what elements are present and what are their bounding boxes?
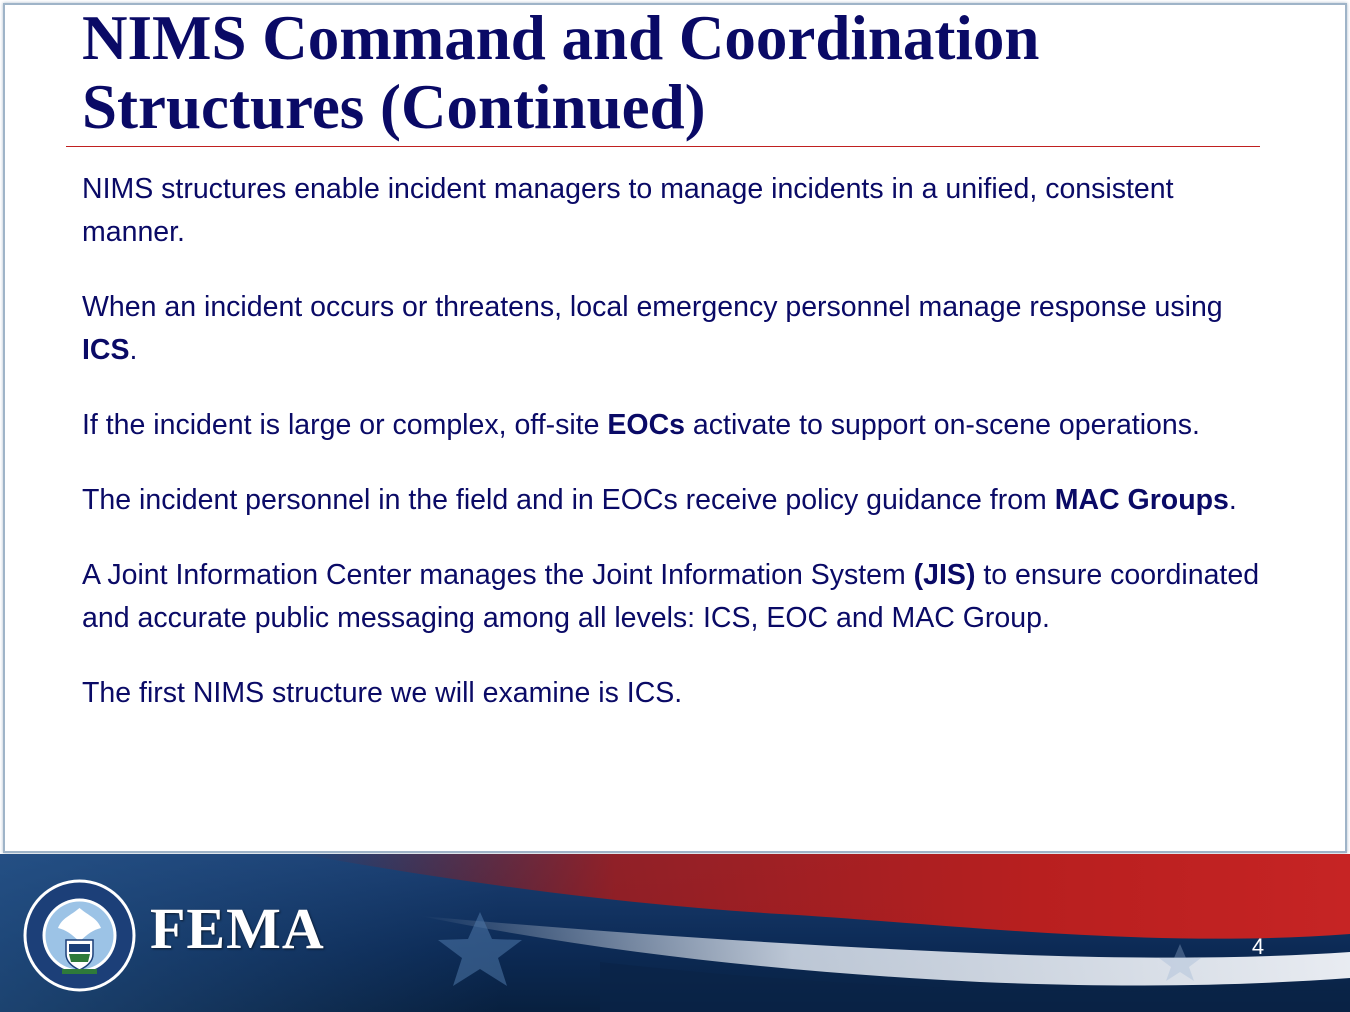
paragraph-3	[82, 404, 1272, 447]
paragraph-3-end: activate to support on-scene operations.	[685, 409, 1200, 441]
page-number: 4	[1251, 934, 1265, 959]
slide-title: NIMS Command and Coordination Structures (Continued)	[82, 3, 1040, 142]
term-jis: (JIS)	[913, 559, 976, 591]
paragraph-6	[82, 672, 1272, 715]
paragraph-1	[82, 168, 1272, 254]
paragraph-5-end: to ensure coordinated and accurate public messaging among all levels: ICS, EOC and MAC Group.	[82, 559, 1260, 634]
term-mac-groups: MAC Groups	[1054, 484, 1229, 516]
paragraph-4	[82, 479, 1272, 522]
paragraph-6-text: The first NIMS structure we will examine is ICS.	[82, 677, 683, 709]
term-eocs: EOCs	[607, 409, 686, 441]
term-ics: ICS	[82, 334, 130, 366]
paragraph-4-text: The incident personnel in the field and in EOCs receive policy guidance from	[82, 484, 1055, 516]
paragraph-5	[82, 554, 1272, 640]
paragraph-4-end: .	[1228, 484, 1237, 516]
paragraph-5-text: A Joint Information Center manages the Joint Information System	[82, 559, 914, 591]
paragraph-1-text: NIMS structures enable incident managers to manage incidents in a unified, consistent manner.	[82, 173, 1174, 248]
fema-logo: FEMA	[150, 896, 325, 961]
paragraph-3-text: If the incident is large or complex, off-site	[82, 409, 608, 441]
paragraph-2	[82, 286, 1272, 372]
title-divider	[66, 146, 1260, 147]
slide-body	[82, 168, 1272, 747]
paragraph-2-end: .	[129, 334, 138, 366]
paragraph-2-text: When an incident occurs or threatens, local emergency personnel manage response using	[82, 291, 1223, 323]
dhs-seal-logo	[22, 878, 137, 993]
